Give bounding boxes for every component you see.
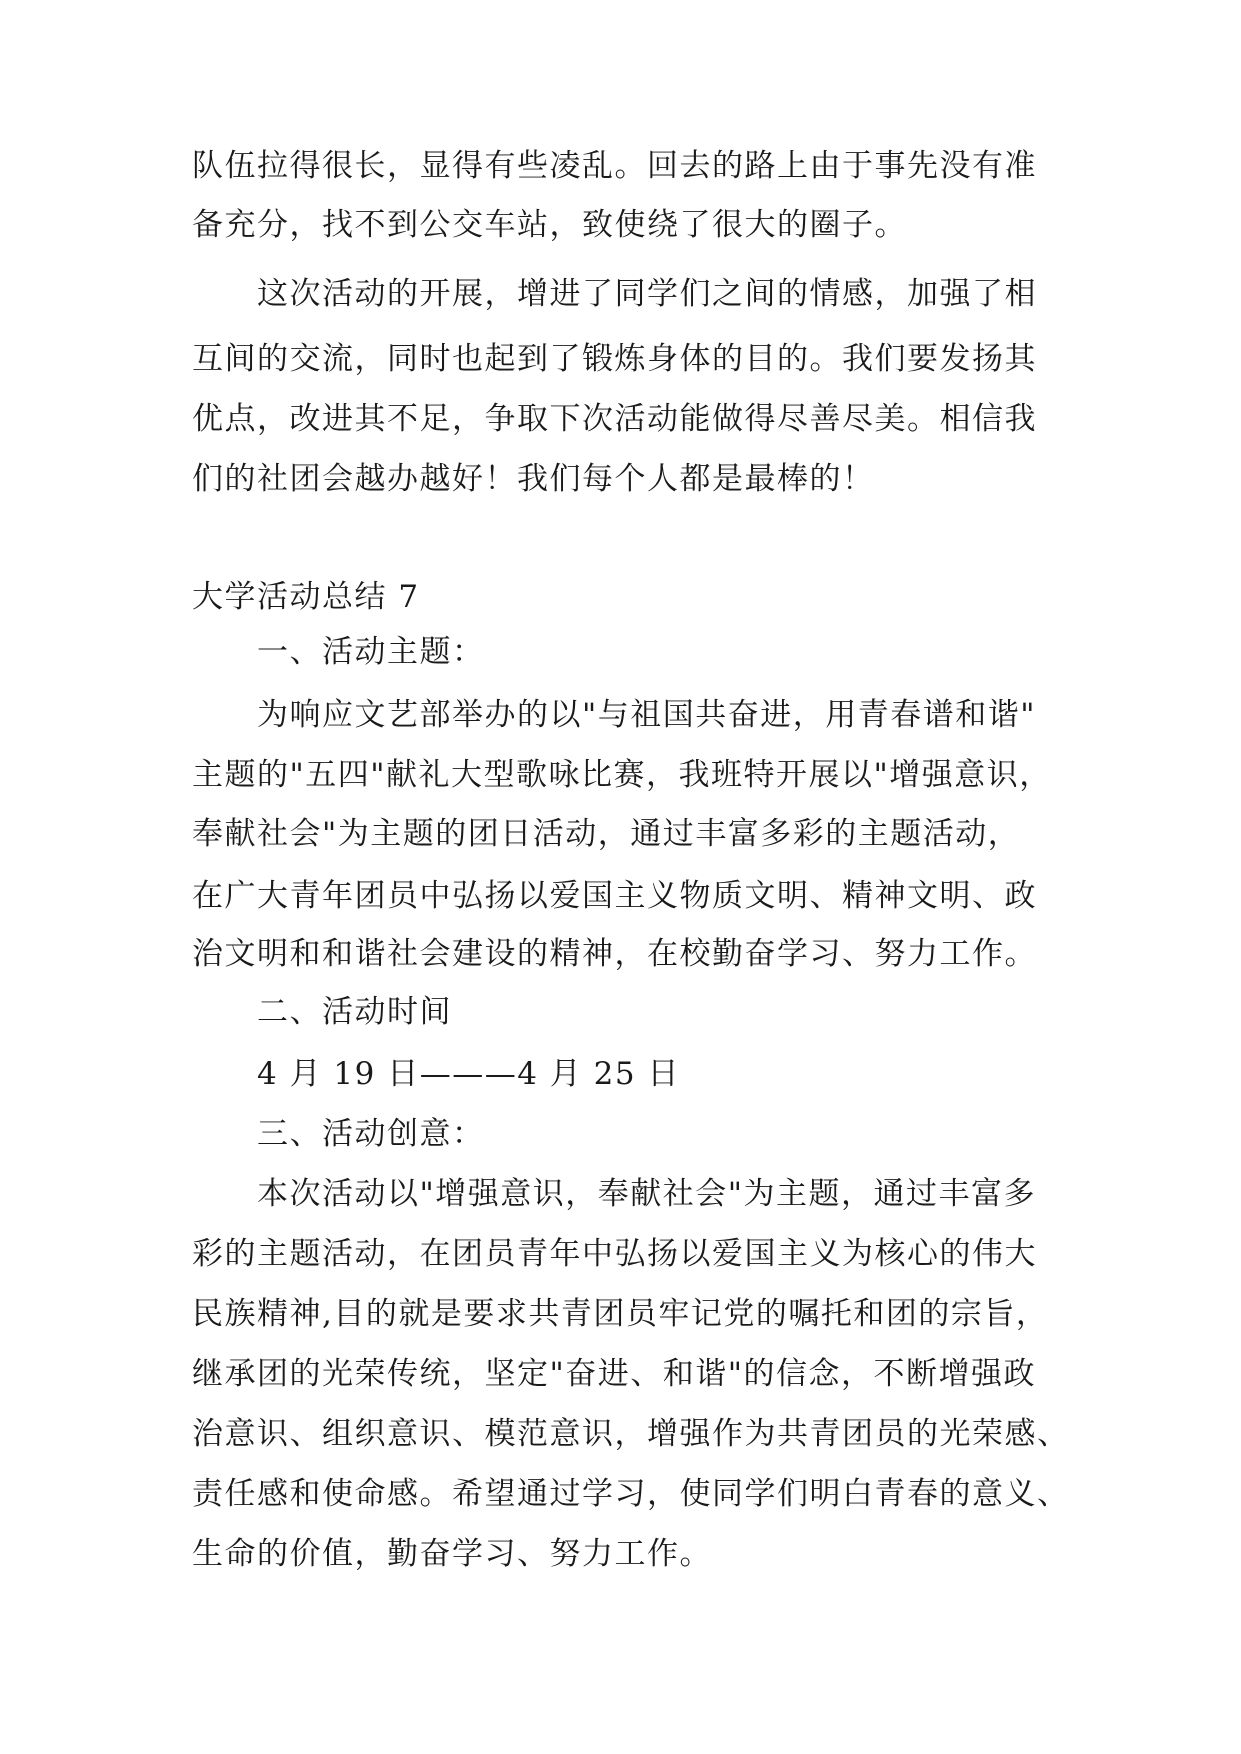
paragraph-line: 生命的价值，勤奋学习、努力工作。 xyxy=(192,1536,712,1572)
section-title: 大学活动总结 7 xyxy=(192,579,420,615)
subheading: 一、活动主题： xyxy=(257,634,485,670)
paragraph-line: 备充分，找不到公交车站，致使绕了很大的圈子。 xyxy=(192,207,907,243)
paragraph-line: 队伍拉得很长，显得有些凌乱。回去的路上由于事先没有准 xyxy=(192,148,1037,184)
paragraph-line: 主题的"五四"献礼大型歌咏比赛，我班特开展以"增强意识， xyxy=(192,757,1052,793)
paragraph-line: 本次活动以"增强意识，奉献社会"为主题，通过丰富多 xyxy=(257,1176,1037,1212)
paragraph-line: 为响应文艺部举办的以"与祖国共奋进，用青春谱和谐" xyxy=(257,697,1037,733)
paragraph-line: 这次活动的开展，增进了同学们之间的情感，加强了相 xyxy=(257,276,1037,312)
paragraph-line: 们的社团会越办越好！我们每个人都是最棒的！ xyxy=(192,461,875,497)
paragraph-line: 互间的交流，同时也起到了锻炼身体的目的。我们要发扬其 xyxy=(192,341,1037,377)
paragraph-line: 民族精神,目的就是要求共青团员牢记党的嘱托和团的宗旨， xyxy=(192,1296,1049,1332)
paragraph-line: 继承团的光荣传统，坚定"奋进、和谐"的信念，不断增强政 xyxy=(192,1356,1037,1392)
subheading: 三、活动创意： xyxy=(257,1116,485,1152)
paragraph-line: 责任感和使命感。希望通过学习，使同学们明白青春的意义、 xyxy=(192,1476,1070,1512)
date-range: 4 月 19 日———4 月 25 日 xyxy=(257,1056,680,1092)
paragraph-line: 在广大青年团员中弘扬以爱国主义物质文明、精神文明、政 xyxy=(192,878,1037,914)
paragraph-line: 彩的主题活动，在团员青年中弘扬以爱国主义为核心的伟大 xyxy=(192,1236,1037,1272)
subheading: 二、活动时间 xyxy=(257,994,452,1030)
paragraph-line: 奉献社会"为主题的团日活动，通过丰富多彩的主题活动， xyxy=(192,816,1021,852)
paragraph-line: 优点，改进其不足，争取下次活动能做得尽善尽美。相信我 xyxy=(192,401,1037,437)
paragraph-line: 治意识、组织意识、模范意识，增强作为共青团员的光荣感、 xyxy=(192,1416,1070,1452)
paragraph-line: 治文明和和谐社会建设的精神，在校勤奋学习、努力工作。 xyxy=(192,936,1037,972)
